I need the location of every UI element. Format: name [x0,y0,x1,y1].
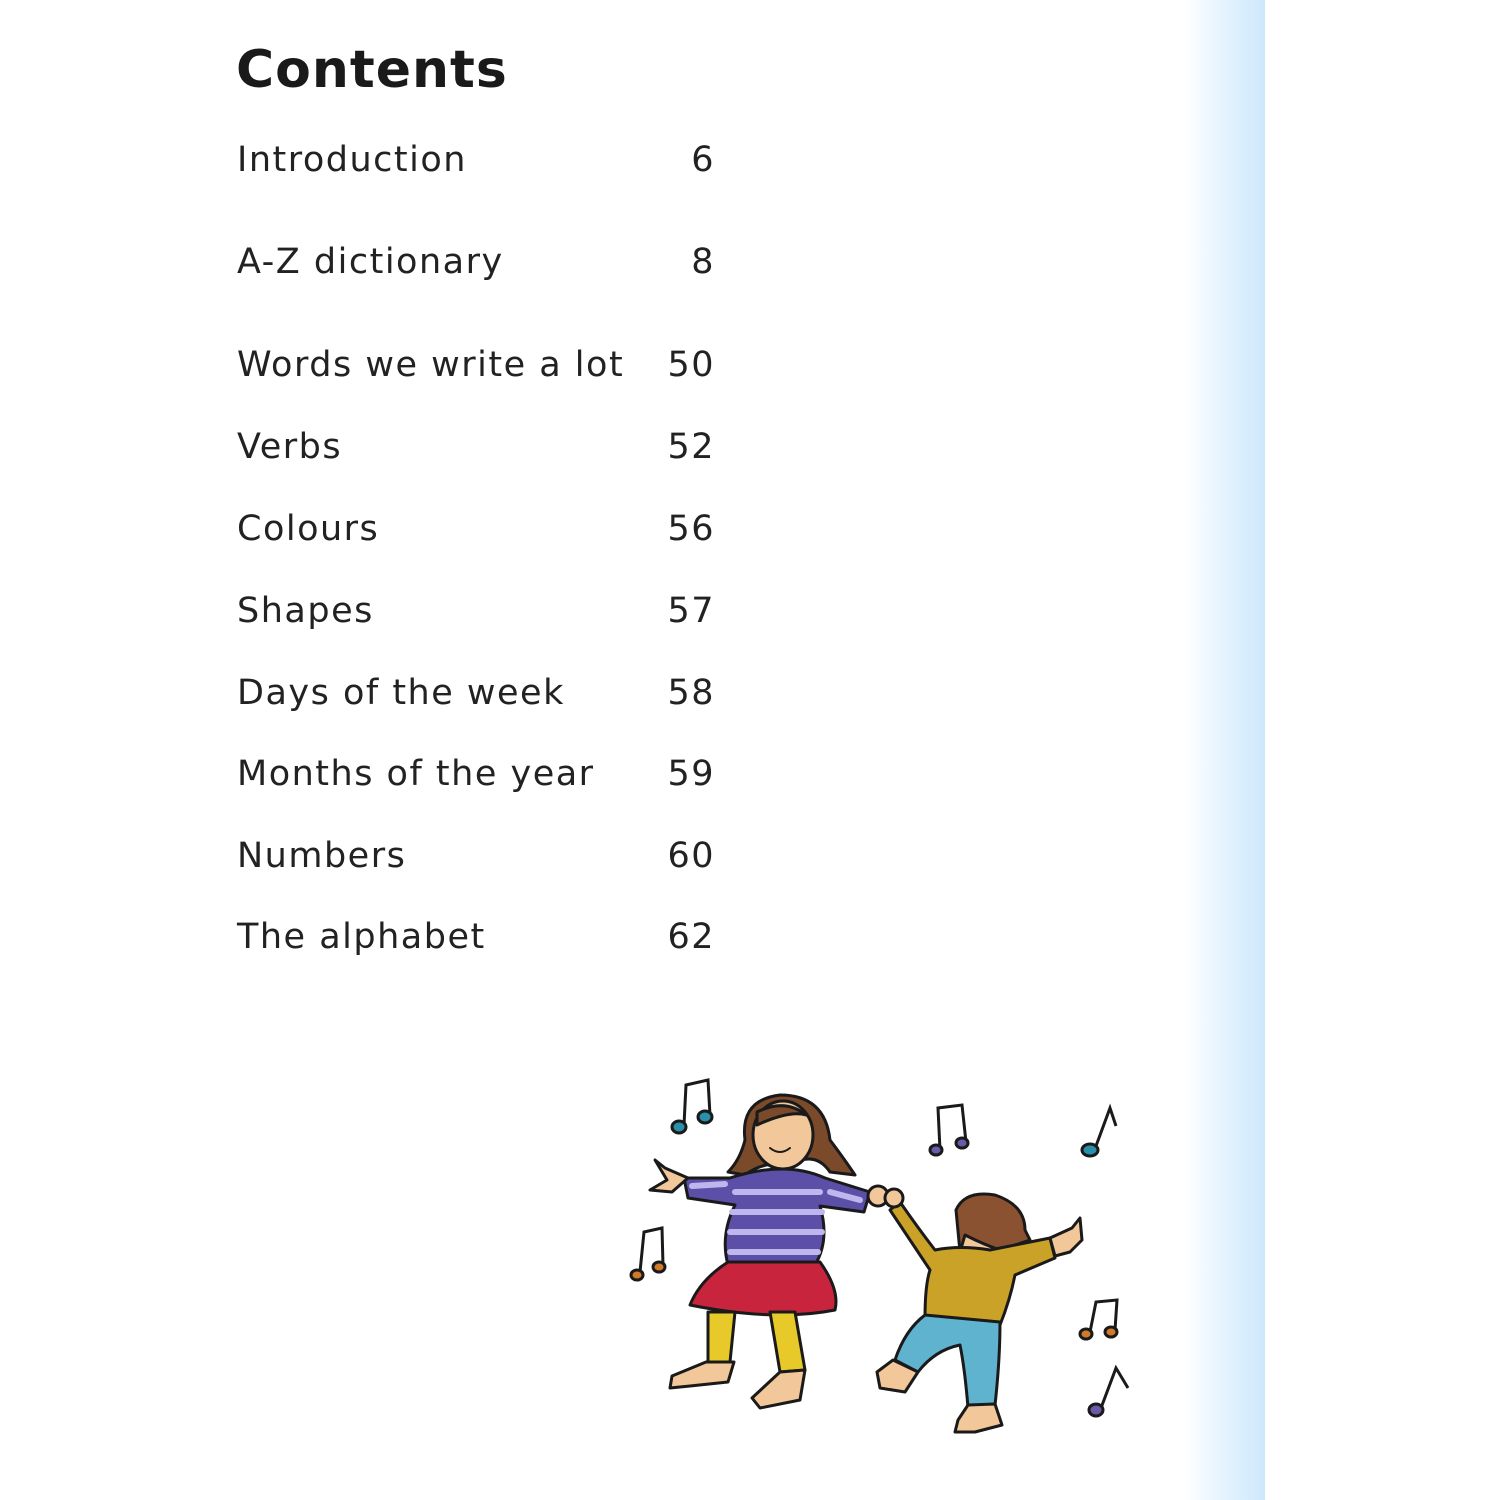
toc-entry-verbs[interactable] [237,427,715,467]
toc-entry-label: Verbs [237,427,343,467]
toc-entry-label: Introduction [237,140,467,180]
page-edge-gradient [1185,0,1265,1500]
toc-entry-label: Numbers [237,836,407,876]
toc-entry-page: 60 [667,836,715,876]
toc-entry-days-of-the-week[interactable] [237,673,715,713]
toc-entry-page: 58 [667,673,715,713]
music-note-icon [1080,1300,1117,1339]
table-of-contents [237,0,717,1000]
toc-entry-label: Months of the year [237,754,595,794]
music-note-icon [1082,1108,1116,1156]
toc-entry-label: Words we write a lot [237,345,625,385]
music-note-icon [930,1105,968,1155]
toc-entry-page: 50 [667,345,715,385]
toc-entry-page: 52 [667,427,715,467]
toc-entry-page: 59 [667,754,715,794]
toc-entry-page: 6 [691,140,715,180]
toc-entry-label: A-Z dictionary [237,242,504,282]
toc-entry-months-of-the-year[interactable] [237,754,715,794]
toc-entry-shapes[interactable] [237,591,715,631]
toc-entry-label: The alphabet [237,917,486,957]
toc-entry-page: 62 [667,917,715,957]
girl-figure [650,1095,888,1408]
music-note-icon [672,1080,712,1133]
toc-entry-numbers[interactable] [237,836,715,876]
boy-figure [877,1189,1082,1432]
toc-entry-introduction[interactable] [237,140,715,180]
toc-entry-label: Shapes [237,591,374,631]
dancing-children-illustration [615,1060,1160,1440]
toc-entry-label: Days of the week [237,673,565,713]
toc-entry-page: 56 [667,509,715,549]
toc-entry-colours[interactable] [237,509,715,549]
toc-entry-label: Colours [237,509,380,549]
toc-entry-the-alphabet[interactable] [237,917,715,957]
music-note-icon [631,1228,665,1280]
toc-entry-a-z-dictionary[interactable] [237,242,715,282]
toc-entry-words-we-write-a-lot[interactable] [237,345,715,385]
page-title: Contents [236,40,508,100]
toc-entry-page: 57 [667,591,715,631]
toc-entry-page: 8 [691,242,715,282]
music-note-icon [1089,1368,1128,1416]
